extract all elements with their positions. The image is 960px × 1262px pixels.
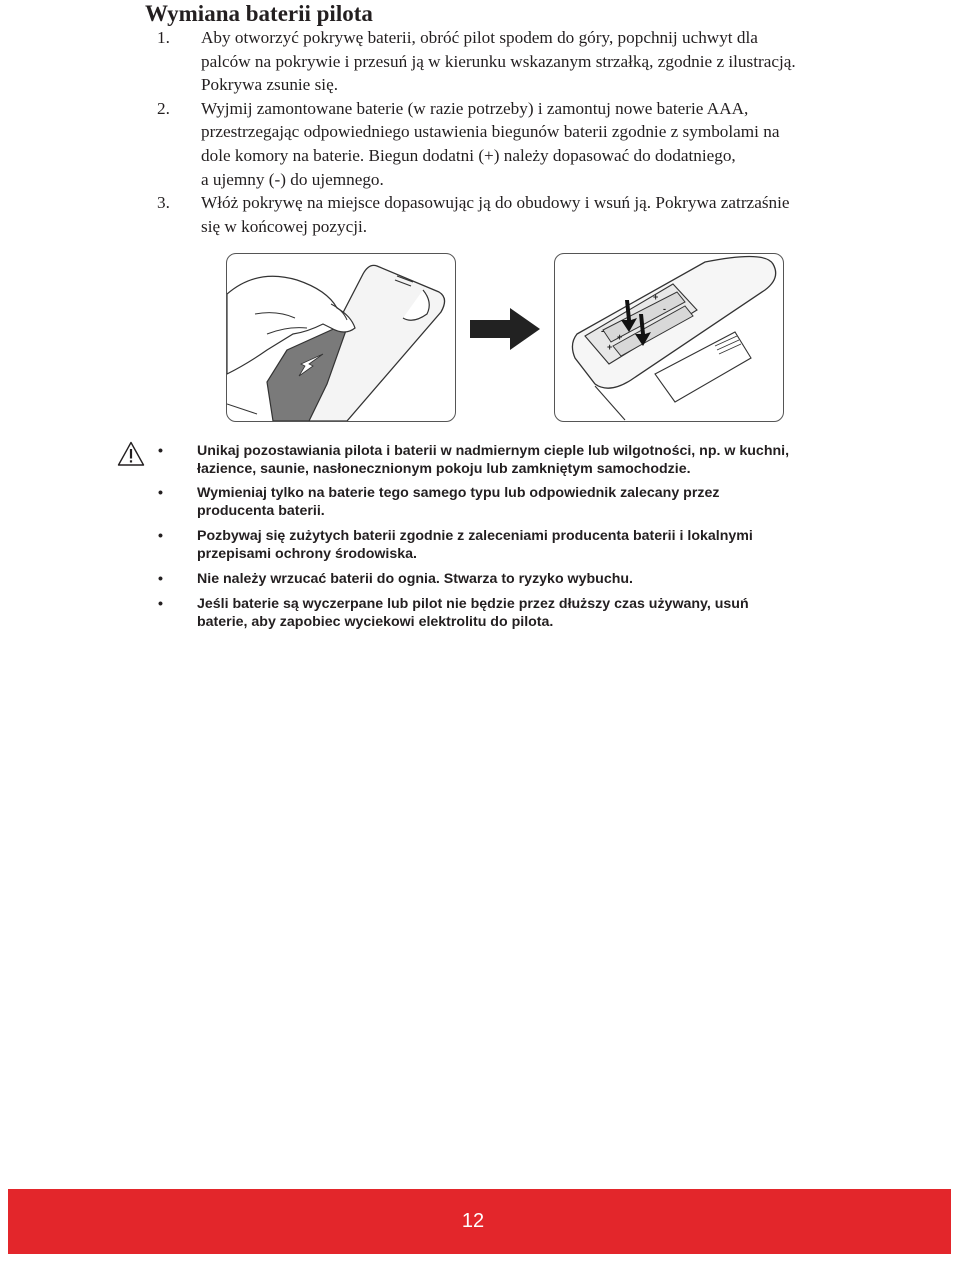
note-text-line: łazience, saunie, nasłonecznionym pokoju lub zamkniętym samochodzie. — [197, 461, 691, 477]
step-2 — [0, 97, 861, 191]
bullet: • — [158, 528, 163, 544]
step-text-line: dole komory na baterie. Biegun dodatni (+) należy dopasować do dodatniego, — [201, 145, 736, 165]
step-text-line: się w końcowej pozycji. — [201, 216, 368, 236]
battery-compartment-drawing — [555, 254, 783, 421]
battery-minus-label: - — [601, 326, 604, 336]
caution-notes — [0, 442, 960, 631]
step-text-line: Włóż pokrywę na miejsce dopasowując ją do obudowy i wsuń ją. Pokrywa zatrzaśnie — [201, 193, 790, 213]
note-text-line: Jeśli baterie są wyczerpane lub pilot nie będzie przez dłuższy czas używany, usuń — [197, 596, 749, 612]
illustration-open-cover — [226, 253, 456, 422]
note-item — [0, 484, 877, 520]
step-3 — [0, 191, 861, 238]
battery-plus-label: + — [653, 292, 659, 302]
battery-plus-label: + — [607, 342, 613, 352]
step-text-line: Pokrywa zsunie się. — [201, 75, 338, 95]
page-title: Wymiana baterii pilota — [145, 1, 373, 26]
step-text-line: palców na pokrywie i przesuń ją w kierunku wskazanym strzałką, zgodnie z ilustracją. — [201, 51, 796, 71]
note-text-line: producenta baterii. — [197, 503, 325, 519]
step-number: 2. — [157, 98, 170, 118]
note-item — [0, 595, 877, 631]
bullet: • — [158, 485, 163, 501]
bullet: • — [158, 571, 163, 587]
step-number: 3. — [157, 193, 170, 213]
step-text-line: Wyjmij zamontowane baterie (w razie potrzeby) i zamontuj nowe baterie AAA, — [201, 98, 749, 118]
step-number: 1. — [157, 28, 170, 47]
illustration-battery-compartment — [554, 253, 784, 422]
battery-minus-label: - — [663, 304, 666, 314]
note-text-line: Pozbywaj się zużytych baterii zgodnie z zaleceniami producenta baterii i lokalnymi — [197, 528, 753, 544]
step-text-line: a ujemny (-) do ujemnego. — [201, 169, 384, 189]
note-text-line: przepisami ochrony środowiska. — [197, 546, 417, 562]
battery-plus-label: + — [617, 332, 623, 342]
step-text-line: przestrzegając odpowiedniego ustawienia biegunów baterii zgodnie z symbolami na — [201, 122, 780, 142]
step-1 — [0, 26, 861, 97]
note-item — [0, 570, 877, 588]
step-arrow-icon — [470, 308, 540, 350]
bullet: • — [158, 443, 163, 459]
note-text-line: Unikaj pozostawiania pilota i baterii w nadmiernym cieple lub wilgotności, np. w kuchni, — [197, 443, 790, 459]
steps-list — [0, 26, 960, 238]
note-text-line: Wymieniaj tylko na baterie tego samego typu lub odpowiednik zalecany przez — [197, 485, 720, 501]
note-item — [0, 442, 877, 478]
note-item — [0, 527, 877, 563]
note-text-line: baterie, aby zapobiec wyciekowi elektrolitu do pilota. — [197, 614, 554, 630]
page-number: 12 — [461, 1210, 485, 1232]
bullet: • — [158, 596, 163, 612]
note-text-line: Nie należy wrzucać baterii do ognia. Stwarza to ryzyko wybuchu. — [197, 571, 633, 587]
remote-open-cover-drawing — [227, 254, 455, 421]
step-text-line: Aby otworzyć pokrywę baterii, obróć pilot spodem do góry, popchnij uchwyt dla — [201, 28, 758, 47]
